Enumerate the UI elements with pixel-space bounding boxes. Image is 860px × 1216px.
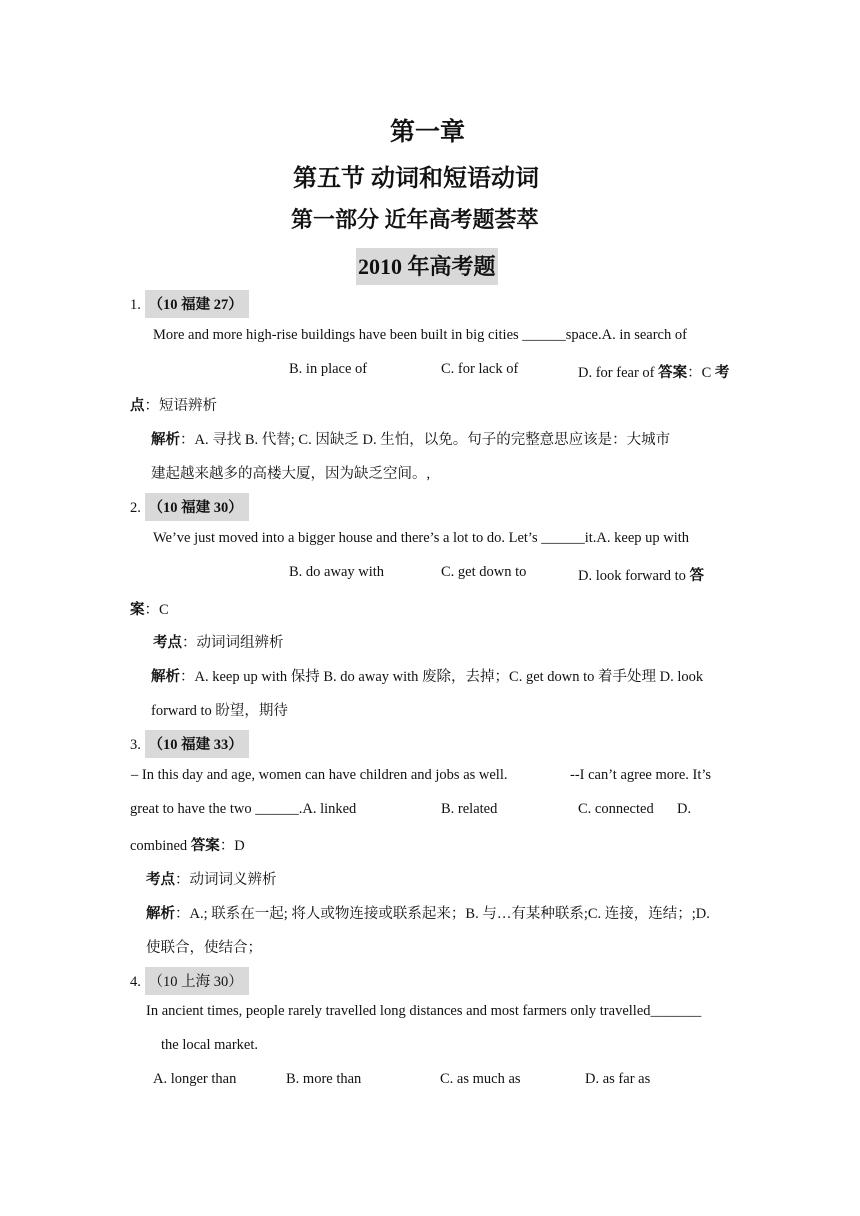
question-1-option-b: B. in place of xyxy=(289,361,368,377)
section-title: 第五节 动词和短语动词 xyxy=(293,166,539,192)
question-2-jiexi xyxy=(151,665,703,686)
option-text: combined xyxy=(130,838,188,854)
question-2-option-c: C. get down to xyxy=(441,564,527,580)
question-1-option-c: C. for lack of xyxy=(441,361,519,377)
source-tag: （10 福建 30） xyxy=(145,493,249,521)
question-2-header xyxy=(130,493,249,521)
answer-value: ：C xyxy=(687,365,712,381)
answer-label-start: 答 xyxy=(689,568,705,584)
answer-label: 答案 xyxy=(190,838,220,854)
question-1-jiexi-cont: 建起越来越多的高楼大厦，因为缺乏空间。, xyxy=(151,466,431,482)
question-3-stem-reply: --I can’t agree more. It’s xyxy=(570,767,712,783)
jiexi-text: ：A. keep up with 保持 B. do away with 废除，去掉；C. get down to 着手处理 D. look xyxy=(180,669,704,685)
question-2-kaodian xyxy=(153,631,284,652)
jiexi-label: 解析 xyxy=(151,669,180,685)
question-1-jiexi xyxy=(151,428,670,449)
question-2-answer xyxy=(130,598,169,619)
jiexi-label: 解析 xyxy=(146,906,175,922)
question-3-header xyxy=(130,730,249,758)
answer-label: 答案 xyxy=(658,365,688,381)
question-3-option-d-cont xyxy=(130,834,245,855)
question-number: 4. xyxy=(130,974,141,990)
question-number: 3. xyxy=(130,737,141,753)
kaodian-label-start: 考 xyxy=(714,365,730,381)
jiexi-text: ：A. 寻找 B. 代替; C. 因缺乏 D. 生怕，以免。句子的完整意思应该是：大城市 xyxy=(180,432,671,448)
question-4-stem-cont: the local market. xyxy=(161,1037,259,1053)
question-3-jiexi-cont: 使联合，使结合； xyxy=(146,940,262,956)
source-tag: （10 福建 33） xyxy=(145,730,249,758)
question-3-kaodian xyxy=(146,868,277,889)
answer-value: ：C xyxy=(144,602,169,618)
option-text: D. look forward to xyxy=(578,568,686,584)
kaodian-text: ：动词词组辨析 xyxy=(182,635,284,651)
question-4-option-a: A. longer than xyxy=(153,1071,237,1087)
source-tag: （10 上海 30） xyxy=(145,967,249,995)
question-1-stem: More and more high-rise buildings have been built in big cities ______space.A. in search of xyxy=(153,327,687,343)
option-text: D. for fear of xyxy=(578,365,655,381)
question-4-header xyxy=(130,967,249,995)
question-number: 2. xyxy=(130,500,141,516)
question-3-jiexi xyxy=(146,902,710,923)
question-1-header xyxy=(130,290,249,318)
question-4-stem: In ancient times, people rarely travelled long distances and most farmers only travelled_______ xyxy=(146,1003,702,1019)
answer-value: ：D xyxy=(219,838,245,854)
question-1-option-d xyxy=(578,361,729,382)
question-number: 1. xyxy=(130,297,141,313)
question-2-stem: We’ve just moved into a bigger house and there’s a lot to do. Let’s ______it.A. keep up with xyxy=(153,530,690,546)
question-3-option-b: B. related xyxy=(441,801,498,817)
question-4-option-d: D. as far as xyxy=(585,1071,651,1087)
question-2-option-b: B. do away with xyxy=(289,564,385,580)
question-1-kaodian xyxy=(130,394,217,415)
kaodian-text: ：动词词义辨析 xyxy=(175,872,277,888)
jiexi-text: ：A.; 联系在一起; 将人或物连接或联系起来；B. 与…有某种联系;C. 连接，连结；;D. xyxy=(175,906,710,922)
question-3-stem-cont: great to have the two ______.A. linked xyxy=(130,801,357,817)
jiexi-label: 解析 xyxy=(151,432,180,448)
question-2-jiexi-cont: forward to 盼望，期待 xyxy=(151,703,288,719)
kaodian-label: 考点 xyxy=(153,635,182,651)
kaodian-text: ：短语辨析 xyxy=(144,398,217,414)
question-4-option-b: B. more than xyxy=(286,1071,362,1087)
kaodian-label-end: 点 xyxy=(130,398,145,414)
question-2-option-d xyxy=(578,564,704,585)
question-4-option-c: C. as much as xyxy=(440,1071,521,1087)
source-tag: （10 福建 27） xyxy=(145,290,249,318)
part-title: 第一部分 近年高考题荟萃 xyxy=(291,207,539,232)
answer-label-end: 案 xyxy=(130,602,145,618)
question-3-option-c: C. connected xyxy=(578,801,654,817)
question-3-stem: – In this day and age, women can have children and jobs as well. xyxy=(131,767,508,783)
year-heading: 2010 年高考题 xyxy=(356,248,498,285)
chapter-title: 第一章 xyxy=(390,119,466,146)
kaodian-label: 考点 xyxy=(146,872,175,888)
question-3-option-d: D. xyxy=(677,801,692,817)
